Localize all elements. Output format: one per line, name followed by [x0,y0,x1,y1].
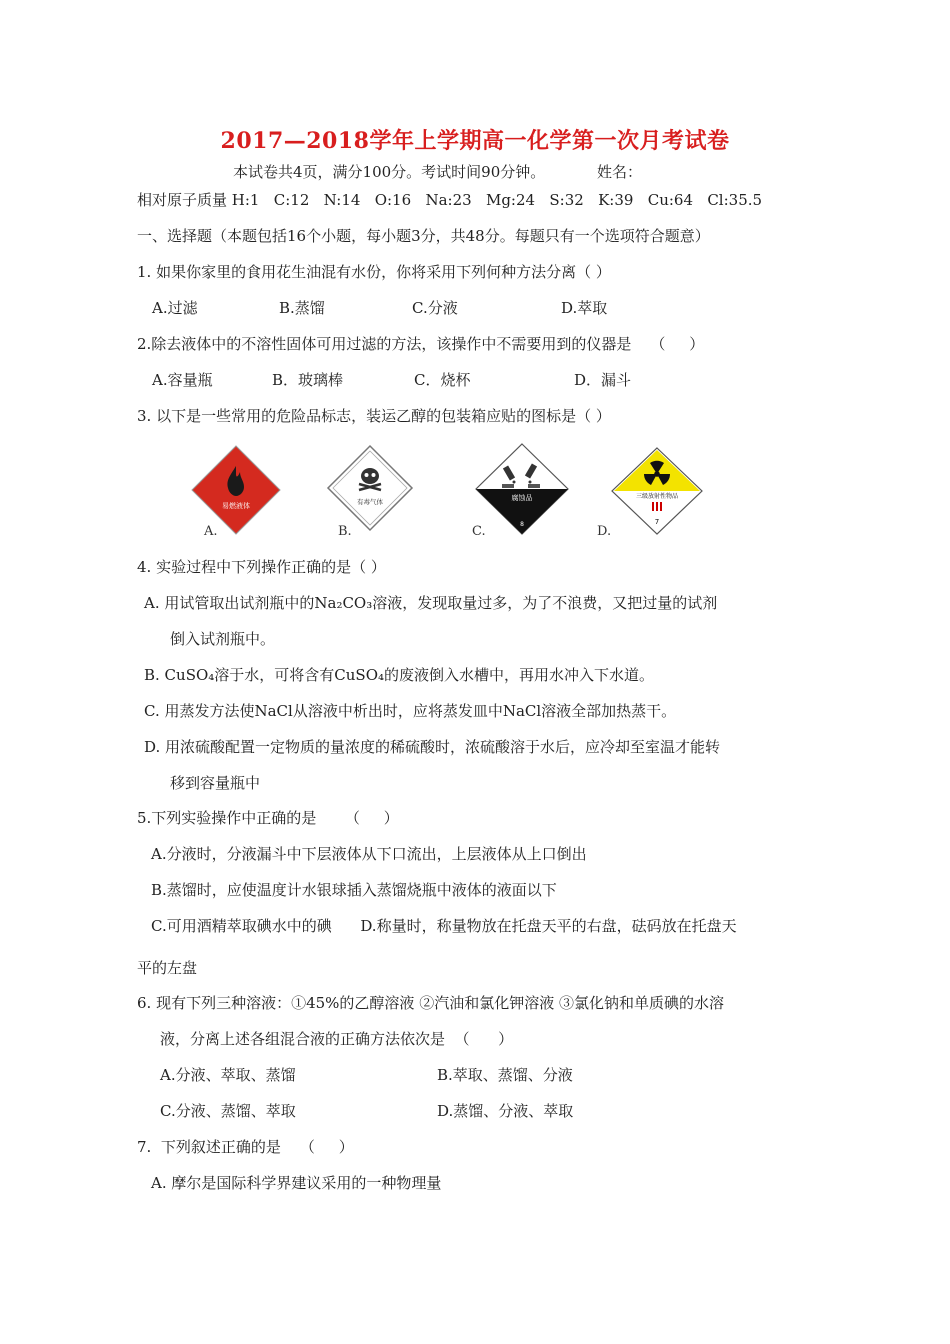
sign-b-letter: B. [338,524,352,539]
corrosive-sign [474,442,570,536]
q2-option-d: D．漏斗 [574,371,632,389]
exam-title: 2017—2018学年上学期高一化学第一次月考试卷 [220,128,730,154]
section-heading: 一、选择题（本题包括16个小题，每小题3分，共48分。每题只有一个选项符合题意） [137,227,710,245]
q7-stem: 7. 下列叙述正确的是 （ ） [137,1138,354,1156]
sign-c-text: 腐蚀品 [511,494,533,502]
q5-option-cd: C.可用酒精萃取碘水中的碘 D.称量时，称量物放在托盘天平的右盘，砝码放在托盘天 [151,917,737,935]
q2-option-a: A.容量瓶 [152,371,213,389]
q1-option-b: B.蒸馏 [279,299,325,317]
svg-text:8: 8 [520,521,524,528]
sign-c-letter: C. [472,524,486,539]
q5-option-d-cont: 平的左盘 [137,959,198,977]
sign-d-letter: D. [597,524,612,539]
q6-option-c: C.分液、蒸馏、萃取 [160,1102,296,1120]
sign-d-class: 7 [654,518,660,526]
q6-stem-line1: 6. 现有下列三种溶液：①45%的乙醇溶液 ②汽油和氯化钾溶液 ③氯化钠和单质碘的水溶 [137,994,724,1012]
toxic-gas-sign [326,444,414,532]
exam-info: 本试卷共4页，满分100分。考试时间90分钟。 [233,163,546,181]
q6-stem-line2: 液，分离上述各组混合液的正确方法依次是 （ ） [160,1030,514,1048]
q3-stem: 3. 以下是一些常用的危险品标志，装运乙醇的包装箱应贴的图标是（ ） [137,407,611,425]
q1-option-d: D.萃取 [561,299,608,317]
q2-option-b: B．玻璃棒 [272,371,344,389]
atomic-masses: 相对原子质量 H:1 C:12 N:14 O:16 Na:23 Mg:24 S:32 K:39 Cu:64 Cl:35.5 [137,191,763,209]
q1-option-c: C.分液 [412,299,458,317]
q6-option-d: D.蒸馏、分液、萃取 [437,1102,574,1120]
q6-option-a: A.分液、萃取、蒸馏 [160,1066,296,1084]
q2-option-c: C．烧杯 [414,371,471,389]
q4-option-a-line2: 倒入试剂瓶中。 [170,630,276,648]
q6-option-b: B.萃取、蒸馏、分液 [437,1066,573,1084]
q4-stem: 4. 实验过程中下列操作正确的是（ ） [137,558,386,576]
sign-a-letter: A. [204,524,218,539]
sign-d-text: 三级放射性物品 [635,493,679,500]
q1-option-a: A.过滤 [152,299,198,317]
name-label: 姓名： [597,163,643,181]
q4-option-d-line2: 移到容量瓶中 [170,774,261,792]
q5-option-b: B.蒸馏时，应使温度计水银球插入蒸馏烧瓶中液体的液面以下 [151,881,557,899]
q4-option-c: C. 用蒸发方法使NaCl从溶液中析出时，应将蒸发皿中NaCl溶液全部加热蒸干。 [144,702,677,720]
q1-stem: 1. 如果你家里的食用花生油混有水份，你将采用下列何种方法分离（ ） [137,263,611,281]
flammable-liquid-sign [190,444,282,536]
q4-option-d-line1: D. 用浓硫酸配置一定物质的量浓度的稀硫酸时，浓硫酸溶于水后，应冷却至室温才能转 [144,738,721,756]
q4-option-a-line1: A. 用试管取出试剂瓶中的Na₂CO₃溶液，发现取量过多，为了不浪费，又把过量的试剂 [144,594,718,612]
radioactive-sign [610,446,704,536]
q5-stem: 5.下列实验操作中正确的是 （ ） [137,809,399,827]
q4-option-b: B. CuSO₄溶于水，可将含有CuSO₄的废液倒入水槽中，再用水冲入下水道。 [144,666,655,684]
q5-option-a: A.分液时，分液漏斗中下层液体从下口流出，上层液体从上口倒出 [151,845,587,863]
sign-b-text: 有毒气体 [357,498,383,506]
q2-stem: 2.除去液体中的不溶性固体可用过滤的方法，该操作中不需要用到的仪器是 （ ） [137,335,705,353]
q7-option-a: A. 摩尔是国际科学界建议采用的一种物理量 [151,1174,442,1192]
sign-a-text: 易燃液体 [222,502,250,510]
